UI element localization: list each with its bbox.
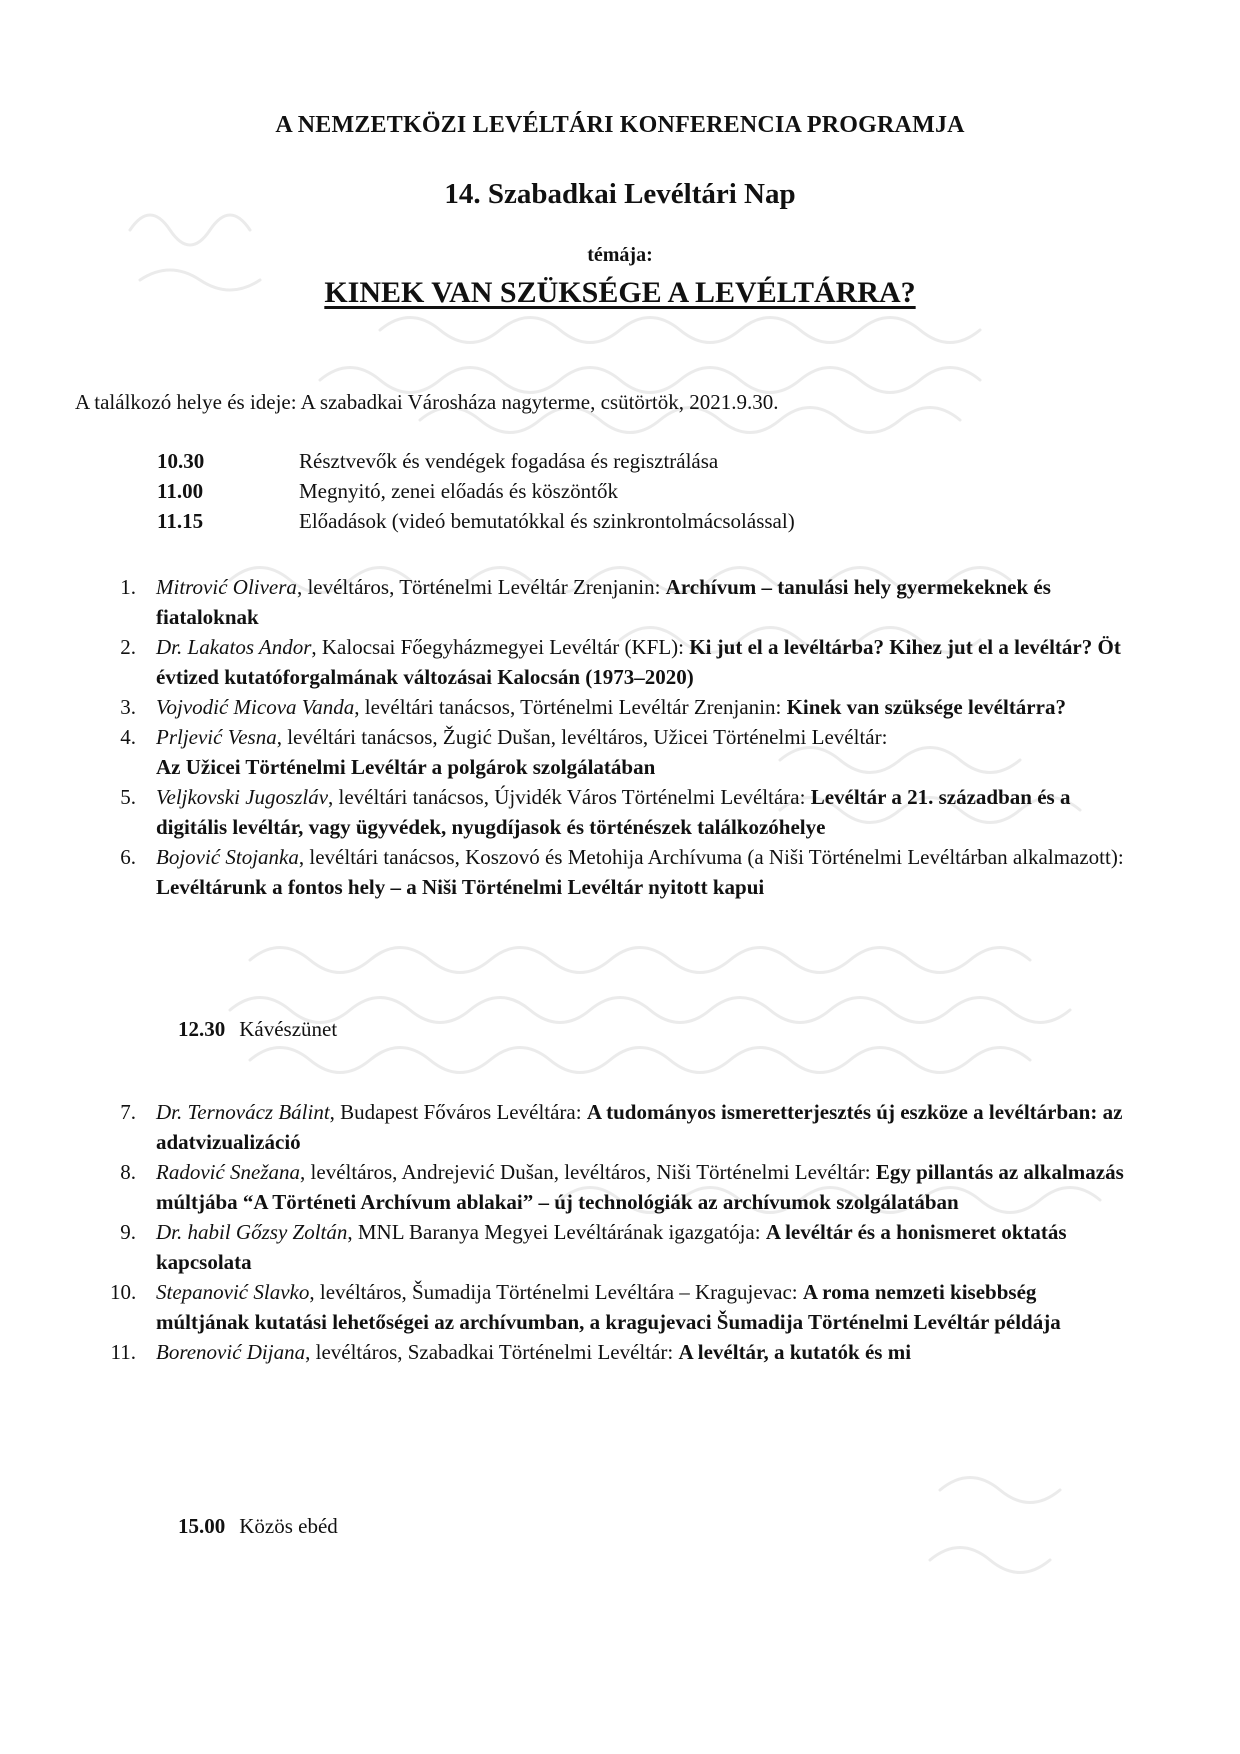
talk-affiliation: , levéltári tanácsos, Újvidék Város Történelmi Levéltára: <box>328 785 811 809</box>
talk-item <box>110 722 1130 782</box>
schedule-row <box>157 506 795 536</box>
talk-item <box>110 1277 1130 1337</box>
talk-speaker: Vojvodić Micova Vanda <box>156 695 355 719</box>
break-time: 15.00 <box>178 1514 226 1538</box>
talk-title: Levéltárunk a fontos hely – a Niši Történelmi Levéltár nyitott kapui <box>156 875 765 899</box>
talk-number: 1. <box>120 575 136 599</box>
talk-title: A levéltár és a honismeret oktatás kapcsolata <box>156 1220 1067 1274</box>
talk-speaker: Dr. Lakatos Andor <box>156 635 312 659</box>
talk-item <box>110 1217 1130 1277</box>
talk-affiliation: , Budapest Főváros Levéltára: <box>329 1100 587 1124</box>
schedule-text: Előadások (videó bemutatókkal és szinkrontolmácsolással) <box>299 509 795 533</box>
opening-schedule <box>157 446 795 536</box>
talk-affiliation: , MNL Baranya Megyei Levéltárának igazgatója: <box>347 1220 766 1244</box>
talk-title: Archívum – tanulási hely gyermekeknek és fiataloknak <box>156 575 1051 629</box>
schedule-text: Résztvevők és vendégek fogadása és regisztrálása <box>299 449 719 473</box>
talk-item <box>110 782 1130 842</box>
talk-speaker: Dr. habil Gőzsy Zoltán <box>156 1220 348 1244</box>
talk-number: 3. <box>120 695 136 719</box>
talk-item <box>110 632 1130 692</box>
talk-affiliation: , Kalocsai Főegyházmegyei Levéltár (KFL): <box>311 635 690 659</box>
talk-number: 6. <box>120 845 136 869</box>
talk-speaker: Mitrović Olivera <box>156 575 297 599</box>
talk-number: 9. <box>120 1220 136 1244</box>
talk-title: Kinek van szüksége levéltárra? <box>786 695 1066 719</box>
talk-title: A roma nemzeti kisebbség múltjának kutatási lehetőségei az archívumban, a kragujevaci Šumadija Történelmi Levéltár példája <box>156 1280 1061 1334</box>
schedule-time: 11.00 <box>157 479 204 503</box>
schedule-text: Megnyitó, zenei előadás és köszöntők <box>299 479 618 503</box>
talk-title: Az Užicei Történelmi Levéltár a polgárok szolgálatában <box>156 755 656 779</box>
talk-title: A levéltár, a kutatók és mi <box>678 1340 912 1364</box>
talk-title: Egy pillantás az alkalmazás múltjába “A Történeti Archívum ablakai” – új technológiák az archívumok szolgálatában <box>156 1160 1124 1214</box>
talk-number: 8. <box>120 1160 136 1184</box>
talk-item <box>110 572 1130 632</box>
talk-number: 10. <box>110 1280 137 1304</box>
talk-speaker: Stepanović Slavko <box>156 1280 310 1304</box>
talk-speaker: Borenović Dijana <box>156 1340 306 1364</box>
break-label: Kávészünet <box>239 1017 338 1041</box>
talk-item <box>110 1097 1130 1157</box>
theme-label: témája: <box>587 244 653 266</box>
talk-speaker: Veljkovski Jugoszláv <box>156 785 329 809</box>
talk-affiliation: , levéltáros, Szabadkai Történelmi Levéltár: <box>305 1340 679 1364</box>
conference-title: A NEMZETKÖZI LEVÉLTÁRI KONFERENCIA PROGRAMJA <box>275 112 965 138</box>
talk-list-afternoon <box>110 1097 1130 1367</box>
schedule-row <box>157 476 795 506</box>
talk-title: Ki jut el a levéltárba? Kihez jut el a levéltár? Öt évtized kutatóforgalmának változásai Kalocsán (1973–2020) <box>156 635 1121 689</box>
talk-title: A tudományos ismeretterjesztés új eszköze a levéltárban: az adatvizualizáció <box>156 1100 1123 1154</box>
talk-item <box>110 692 1130 722</box>
talk-affiliation: , levéltáros, Šumadija Történelmi Levéltára – Kragujevac: <box>309 1280 803 1304</box>
talk-number: 11. <box>110 1340 136 1364</box>
event-title: 14. Szabadkai Levéltári Nap <box>444 178 796 210</box>
talk-affiliation: , levéltáros, Történelmi Levéltár Zrenjanin: <box>296 575 666 599</box>
talk-item <box>110 1337 1130 1367</box>
break-label: Közös ebéd <box>239 1514 338 1538</box>
schedule-row <box>157 446 795 476</box>
talk-affiliation: , levéltári tanácsos, Történelmi Levéltár Zrenjanin: <box>354 695 787 719</box>
talk-speaker: Bojović Stojanka <box>156 845 299 869</box>
talk-affiliation: , levéltáros, Andrejević Dušan, levéltáros, Niši Történelmi Levéltár: <box>300 1160 876 1184</box>
theme-title: KINEK VAN SZÜKSÉGE A LEVÉLTÁRRA? <box>324 276 916 309</box>
talk-item <box>110 1157 1130 1217</box>
talk-number: 4. <box>120 725 136 749</box>
talk-number: 5. <box>120 785 136 809</box>
talk-item <box>110 842 1130 902</box>
talk-number: 7. <box>120 1100 136 1124</box>
talk-speaker: Prljević Vesna <box>156 725 277 749</box>
talk-title: Levéltár a 21. században és a digitális levéltár, vagy ügyvédek, nyugdíjasok és történészek találkozóhelye <box>156 785 1071 839</box>
lunch-break <box>178 1514 338 1539</box>
talk-speaker: Radović Snežana <box>156 1160 301 1184</box>
talk-speaker: Dr. Ternovácz Bálint <box>156 1100 330 1124</box>
talk-list-morning <box>110 572 1130 902</box>
schedule-time: 10.30 <box>157 449 205 473</box>
break-time: 12.30 <box>178 1017 226 1041</box>
talk-affiliation: , levéltári tanácsos, Žugić Dušan, levéltáros, Užicei Történelmi Levéltár: <box>276 725 888 749</box>
coffee-break <box>178 1017 337 1042</box>
talk-affiliation: , levéltári tanácsos, Koszovó és Metohija Archívuma (a Niši Történelmi Levéltárban alkalmazott): <box>298 845 1124 869</box>
venue-line: A találkozó helye és ideje: A szabadkai Városháza nagyterme, csütörtök, 2021.9.30. <box>75 390 779 414</box>
talk-number: 2. <box>120 635 136 659</box>
schedule-time: 11.15 <box>157 509 204 533</box>
